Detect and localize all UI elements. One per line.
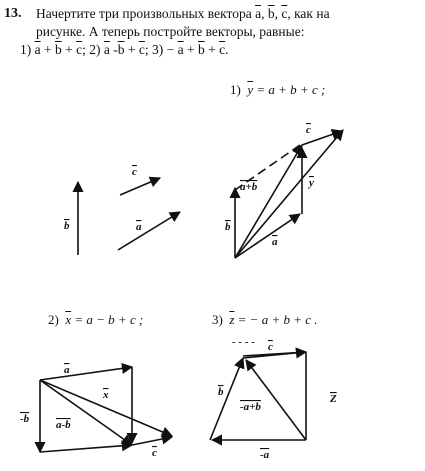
formula-1: 1) $\overline{y} = a + b + c$ ; xyxy=(230,82,326,97)
diagram-1 xyxy=(235,130,343,258)
base-vectors xyxy=(78,178,180,255)
diagram-3 xyxy=(210,352,306,440)
vector-c xyxy=(120,178,160,195)
vector-a xyxy=(118,212,180,250)
problem-line-3: 1) $\overline{a} + \overline{b} + \overline{c}$; 2) $\overline{a}$ $-\overline{b} + \overline{c}$; $3) - \overline{a} + \overline{b} + \overline{c}$. xyxy=(20,42,229,57)
svg-text:- - - -: - - - - xyxy=(232,336,255,348)
svg-text:a+b: a+b xyxy=(240,181,258,193)
diagram-2 xyxy=(40,367,172,452)
svg-text:a: a xyxy=(64,364,70,376)
svg-text:b: b xyxy=(64,220,70,232)
svg-text:b: b xyxy=(225,221,231,233)
svg-text:b: b xyxy=(218,386,224,398)
svg-text:a: a xyxy=(136,221,142,233)
svg-text:-a: -a xyxy=(260,449,270,461)
formula-2: 2) $\overline{x} = a - b + c$ ; xyxy=(48,312,144,327)
svg-text:a: a xyxy=(272,236,278,248)
svg-text:c: c xyxy=(152,447,157,459)
svg-text:-b: -b xyxy=(20,413,30,425)
svg-text:c: c xyxy=(132,166,137,178)
problem-number: 13. xyxy=(4,6,22,21)
svg-text:c: c xyxy=(268,341,273,353)
svg-text:-a+b: -a+b xyxy=(240,401,261,413)
svg-text:Z: Z xyxy=(330,393,337,405)
svg-text:x: x xyxy=(103,389,109,401)
problem-line-2: рисунке. А теперь постройте векторы, равные: xyxy=(36,24,305,39)
svg-text:c: c xyxy=(306,124,311,136)
svg-text:a-b: a-b xyxy=(56,419,71,431)
formula-3: 3) $\overline{z}$ = − a + b + c . xyxy=(212,312,318,327)
svg-text:y: y xyxy=(309,177,314,189)
problem-line-1: Начертите три произвольных вектора $\overline{a}$, $\overline{b}$, $\overline{c}$, как на xyxy=(36,6,330,21)
